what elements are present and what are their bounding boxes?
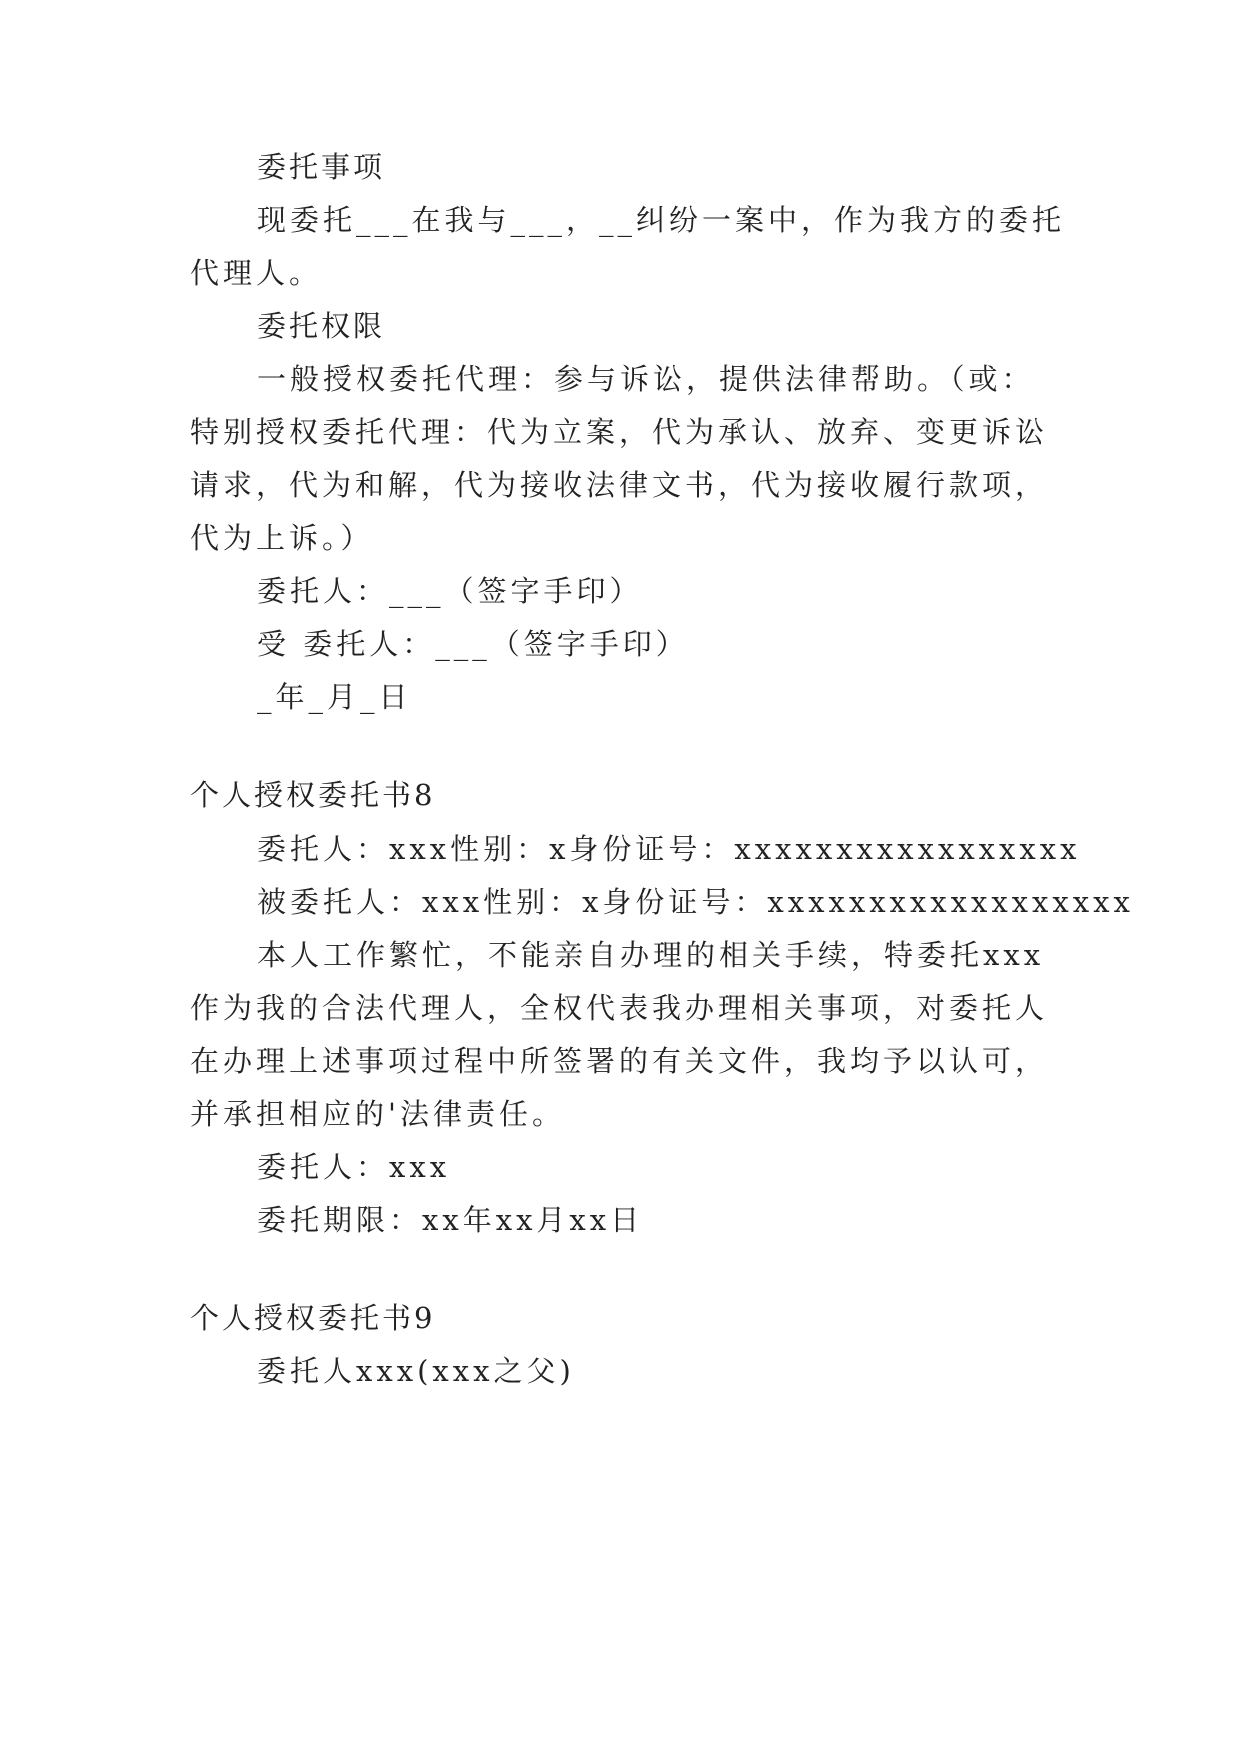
authority-paragraph-line-3: 请求，代为和解，代为接收法律文书，代为接收履行款项， (190, 468, 1049, 502)
section-title-8: 个人授权委托书8 (190, 778, 436, 812)
section-title-9: 个人授权委托书9 (190, 1301, 436, 1335)
authority-heading: 委托权限 (257, 309, 386, 343)
agent-info-line: 被委托人：xxx性别：x身份证号：xxxxxxxxxxxxxxxxxx (257, 885, 1134, 919)
date-line: _年_月_日 (257, 680, 412, 714)
principal-info-line: 委托人：xxx性别：x身份证号：xxxxxxxxxxxxxxxxx (257, 832, 1081, 866)
statement-line-4: 并承担相应的'法律责任。 (190, 1097, 565, 1131)
principal-signature-line: 委托人：___（签字手印） (257, 574, 643, 608)
principal-line-9: 委托人xxx(xxx之父) (257, 1354, 575, 1388)
agent-signature-line: 受 委托人：___（签字手印） (257, 627, 689, 661)
statement-line-3: 在办理上述事项过程中所签署的有关文件，我均予以认可， (190, 1044, 1049, 1078)
matter-heading: 委托事项 (257, 150, 386, 184)
matter-paragraph-line-2: 代理人。 (190, 256, 323, 290)
authority-paragraph-line-4: 代为上诉。） (190, 521, 374, 555)
authority-paragraph-line-2: 特别授权委托代理：代为立案，代为承认、放弃、变更诉讼 (190, 415, 1049, 449)
statement-line-2: 作为我的合法代理人，全权代表我办理相关事项，对委托人 (190, 991, 1049, 1025)
statement-line-1: 本人工作繁忙，不能亲自办理的相关手续，特委托xxx (257, 938, 1045, 972)
period-line: 委托期限：xx年xx月xx日 (257, 1203, 644, 1237)
authority-paragraph-line-1: 一般授权委托代理：参与诉讼，提供法律帮助。（或： (257, 362, 1035, 396)
principal-sign-line: 委托人：xxx (257, 1150, 451, 1184)
matter-paragraph-line-1: 现委托___在我与___，__纠纷一案中，作为我方的委托 (257, 203, 1066, 237)
